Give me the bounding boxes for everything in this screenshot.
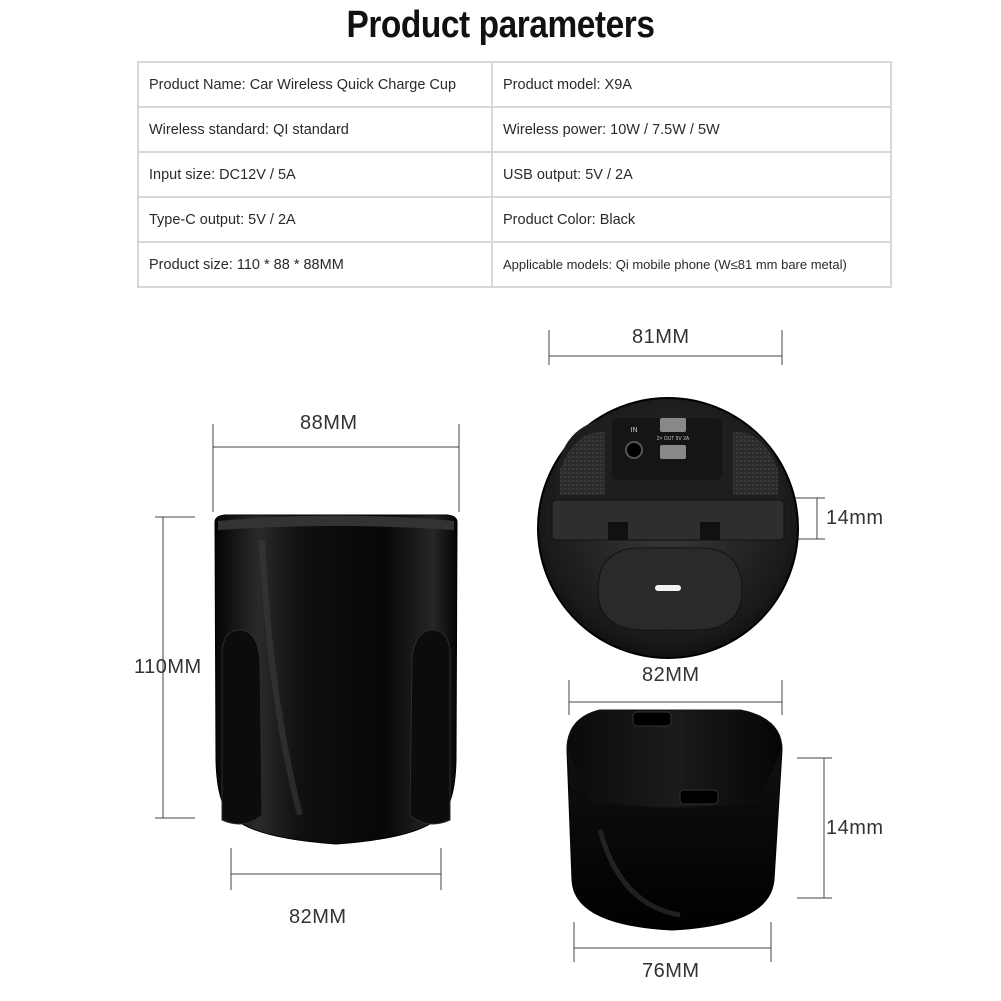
dim-side-height: 110MM bbox=[134, 656, 202, 678]
side-bottom-dimension-line bbox=[231, 848, 441, 890]
param-typec-output: Type-C output: 5V / 2A bbox=[138, 197, 492, 242]
param-product-color: Product Color: Black bbox=[492, 197, 891, 242]
cup-left-fin bbox=[222, 630, 262, 824]
dim-side-top-width: 88MM bbox=[300, 412, 358, 434]
usb-port-2 bbox=[660, 445, 686, 459]
param-wireless-standard: Wireless standard: QI standard bbox=[138, 107, 492, 152]
side-top-dimension-line bbox=[213, 424, 459, 512]
clamp-tab-right bbox=[700, 522, 720, 540]
dim-bottom-view-height: 14mm bbox=[826, 817, 884, 839]
charging-indicator bbox=[655, 585, 681, 591]
bottom-cup-top-face bbox=[567, 710, 782, 808]
bottom-notch-side bbox=[680, 790, 718, 804]
top-view bbox=[538, 330, 825, 658]
cup-right-fin bbox=[410, 630, 450, 824]
dim-side-bottom-width: 82MM bbox=[289, 906, 347, 928]
usb-port-1 bbox=[660, 418, 686, 432]
param-applicable-models: Applicable models: Qi mobile phone (W≤81 mm bare metal) bbox=[492, 242, 891, 287]
dim-top-view-width: 81MM bbox=[632, 326, 690, 348]
bottom-notch-top bbox=[633, 712, 671, 726]
top-left-grip bbox=[560, 432, 605, 495]
clamp-tab-left bbox=[608, 522, 628, 540]
in-label: IN bbox=[630, 427, 638, 434]
param-usb-output: USB output: 5V / 2A bbox=[492, 152, 891, 197]
param-product-model: Product model: X9A bbox=[492, 62, 891, 107]
dim-top-view-depth: 14mm bbox=[826, 507, 884, 529]
dc-in-port bbox=[626, 442, 642, 458]
usb-label: 2× OUT 5V 2A bbox=[656, 436, 690, 442]
page-title: Product parameters bbox=[346, 4, 655, 46]
param-product-size: Product size: 110 * 88 * 88MM bbox=[138, 242, 492, 287]
dim-bottom-view-width: 82MM bbox=[642, 664, 700, 686]
param-input-size: Input size: DC12V / 5A bbox=[138, 152, 492, 197]
dim-bottom-view-base: 76MM bbox=[642, 960, 700, 982]
param-wireless-power: Wireless power: 10W / 7.5W / 5W bbox=[492, 107, 891, 152]
top-clamp-bar bbox=[552, 500, 784, 540]
param-product-name: Product Name: Car Wireless Quick Charge Cup bbox=[138, 62, 492, 107]
top-right-grip bbox=[733, 432, 778, 495]
bottom-view bbox=[567, 680, 832, 962]
